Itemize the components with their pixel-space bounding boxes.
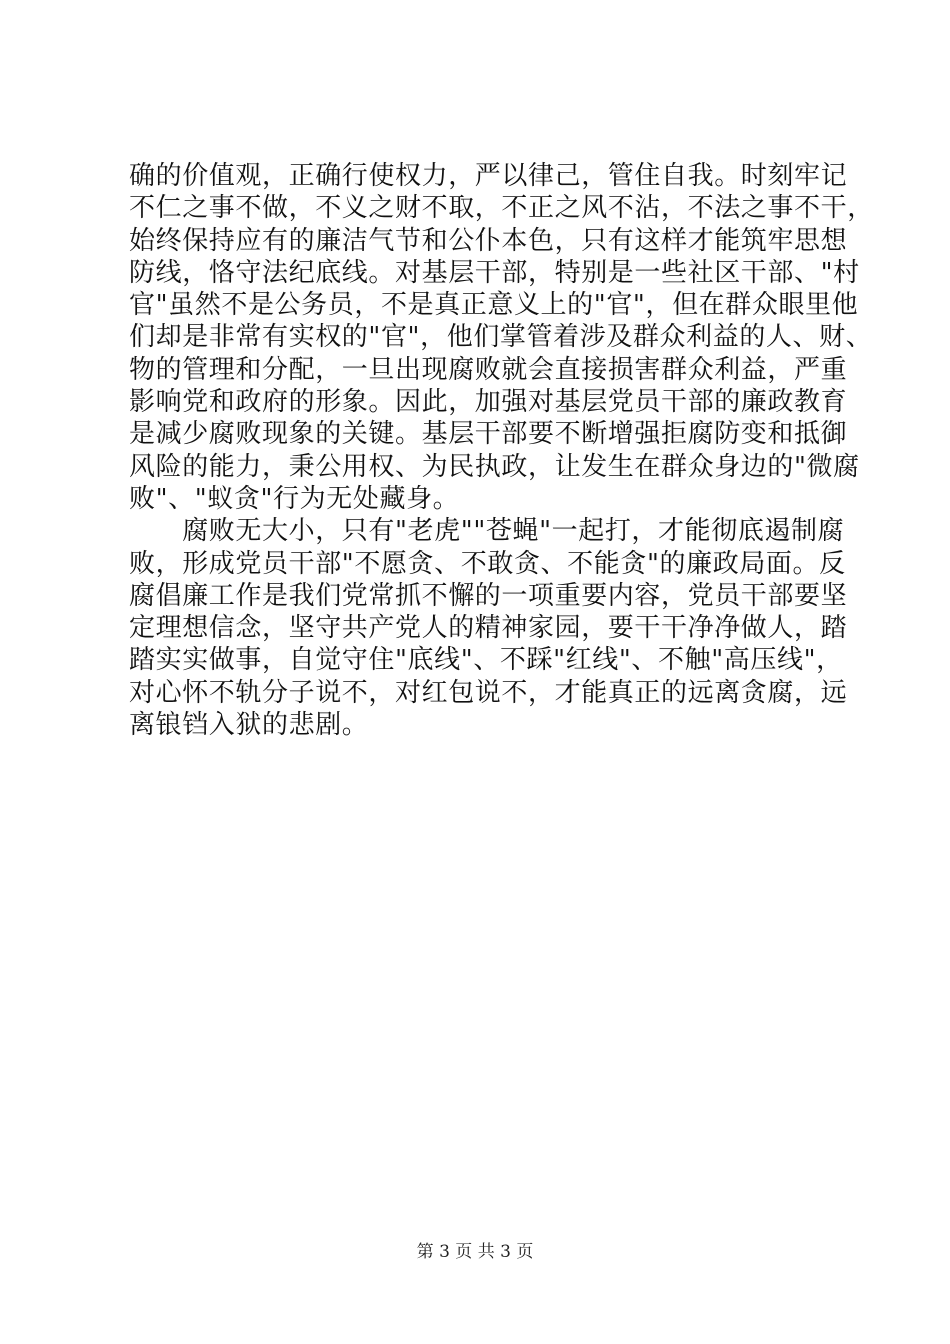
text-line: 不仁之事不做，不义之财不取，不正之风不沾，不法之事不干， <box>129 193 874 224</box>
text-line: 物的管理和分配，一旦出现腐败就会直接损害群众利益，严重 <box>129 354 848 385</box>
text-line: 对心怀不轨分子说不，对红包说不，才能真正的远离贪腐，远 <box>129 677 848 708</box>
page-footer: 第 3 页 共 3 页 <box>416 1242 534 1262</box>
text-line: 确的价值观，正确行使权力，严以律己，管住自我。时刻牢记 <box>129 161 848 191</box>
text-line: 踏实实做事，自觉守住"底线"、不踩"红线"、不触"高压线"， <box>129 645 843 676</box>
text-line: 败"、"蚁贪"行为无处藏身。 <box>129 483 460 514</box>
text-line: 影响党和政府的形象。因此，加强对基层党员干部的廉政教育 <box>129 387 848 418</box>
text-line: 是减少腐败现象的关键。基层干部要不断增强拒腐防变和抵御 <box>129 419 848 450</box>
text-line: 们却是非常有实权的"官"，他们掌管着涉及群众利益的人、财、 <box>129 322 873 353</box>
text-line: 风险的能力，秉公用权、为民执政，让发生在群众身边的"微腐 <box>129 451 860 482</box>
text-line: 防线，恪守法纪底线。对基层干部，特别是一些社区干部、"村 <box>129 257 860 288</box>
text-line: 腐败无大小，只有"老虎""苍蝇"一起打，才能彻底遏制腐 <box>129 516 845 547</box>
text-line: 官"虽然不是公务员，不是真正意义上的"官"，但在群众眼里他 <box>129 290 859 321</box>
text-line: 离锒铛入狱的悲剧。 <box>129 710 369 741</box>
text-line: 定理想信念，坚守共产党人的精神家园，要干干净净做人，踏 <box>129 613 848 644</box>
text-line: 始终保持应有的廉洁气节和公仆本色，只有这样才能筑牢思想 <box>129 225 848 256</box>
text-line: 败，形成党员干部"不愿贪、不敢贪、不能贪"的廉政局面。反 <box>129 548 846 579</box>
body-text <box>129 160 874 741</box>
text-line: 腐倡廉工作是我们党常抓不懈的一项重要内容，党员干部要坚 <box>129 580 848 611</box>
